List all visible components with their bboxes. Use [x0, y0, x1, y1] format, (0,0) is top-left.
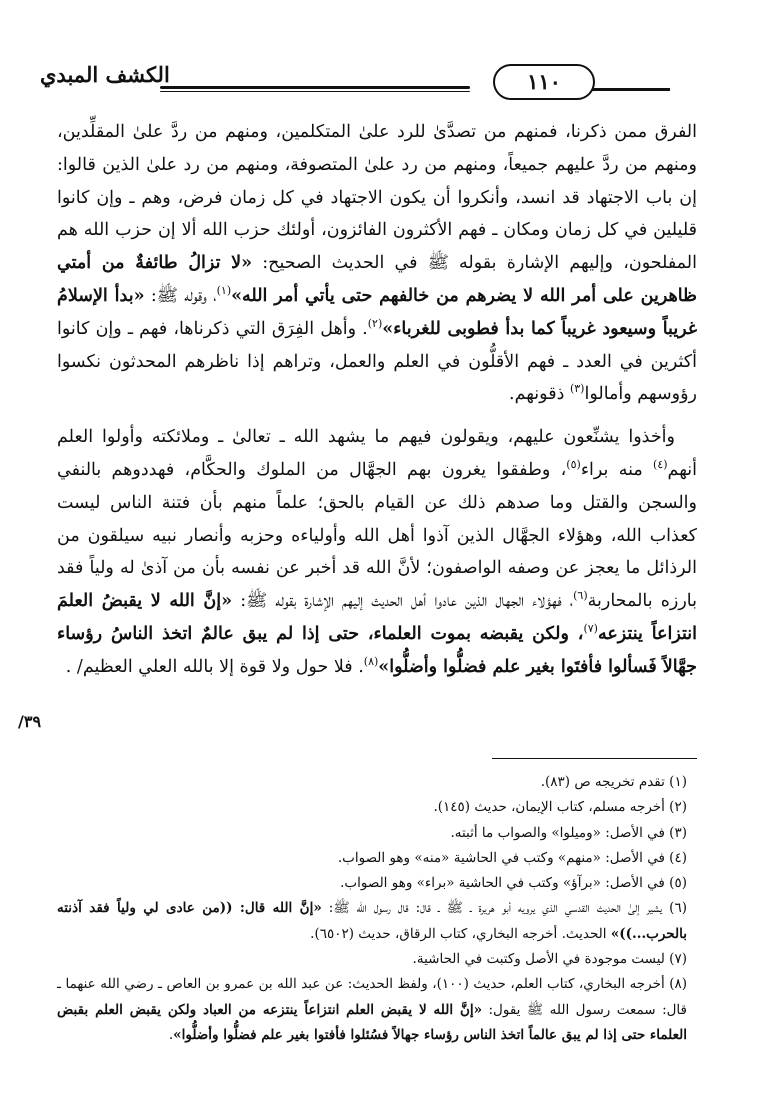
manuscript-folio-mark: ٣٩/ [18, 712, 42, 731]
hadith-quote: ، ولكن يقبضه بموت العلماء، حتى إذا لم يبق عالمٌ اتخذ الناسُ رؤساء جهَّالاً فَسألوا فأفتَوا بغير علم فضلُّوا وأضلُّوا» [57, 623, 697, 677]
footnote-text: الحديث. أخرجه البخاري، كتاب الرقاق، حديث (٦٥٠٢). [310, 925, 611, 942]
footnote-text: (٨) أخرجه البخاري، كتاب العلم، حديث (١٠٠)، ولفظ الحديث: عن عبد الله بن عمرو بن العاص ـ رضي الله عنهما ـ قال: سمعت رسول الله ﷺ يقول: [57, 976, 688, 1018]
hadith-quote: «لا تزالُ طائفةٌ من أمتي ظاهرين على أمر الله لا يضرهم من خالفهم حتى يأتي أمر الله» [57, 253, 697, 306]
running-title: الكشف المبدي [40, 62, 170, 87]
page-number-rule [592, 88, 670, 91]
text-segment: . وأهل الفِرَق التي ذكرناها، فهم ـ وإن كانوا أكثرين في العدد ـ فهم الأقلُّون في العلم والعمل، وتراهم إذا ناظرهم المحدثون نكسوا رؤوسهم وأمالوا [57, 318, 697, 405]
footnote-4: (٤) في الأصل: «منهم» وكتب في الحاشية «منه» وهو الصواب. [337, 849, 687, 866]
header-rule-thin [160, 91, 470, 92]
footnote-hadith: «إنَّ الله لا يقبض العلم انتزاعاً ينتزعه من العباد ولكن يقبض العلم بقبض العلماء حتى إذا لم يبق عالماً اتخذ الناس رؤساء جهالاً فسُئلوا فأفتوا بغير علم فضلُّوا وأضلُّوا» [57, 1001, 687, 1043]
hadith-quote: «بدأ الإسلامُ غريباً وسيعود غريباً كما بدأ فطوبى للغرباء» [57, 285, 697, 339]
text-segment: وأخذوا يشنِّعون عليهم، ويقولون فيهم ما يشهد الله ـ تعالىٰ ـ وملائكته وأولوا العلم أنهم [57, 427, 697, 480]
paragraph-2 [57, 421, 697, 683]
page-header [40, 58, 710, 102]
footnote-3: (٣) في الأصل: «وميلوا» والصواب ما أثبته. [450, 824, 687, 841]
text-segment: الفرق ممن ذكرنا، فمنهم من تصدَّىٰ للرد علىٰ المتكلمين، ومنهم من ردَّ علىٰ المقلِّدين، ومنهم من ردَّ عليهم جميعاً، ومنهم من رد علىٰ المتصوفة، ومنهم من رد علىٰ الذين قالوا: إن باب الاجتهاد قد انسد، وأنكروا أن يكون الاجتهاد في كل زمان فرض، وهم ـ وإن كانوا قليلين في كل زمان ومكان ـ فهم الأكثرون الفائزون، أولئك حزب الله ألا إن حزب الله هم المفلحون، وإليهم الإشارة بقوله ﷺ في الحديث الصحيح: [57, 122, 697, 274]
footnote-ref[interactable]: (٨) [363, 654, 379, 668]
page-number: ١١٠ [493, 64, 595, 100]
footnote-2: (٢) أخرجه مسلم، كتاب الإيمان، حديث (١٤٥). [433, 799, 687, 816]
text-segment: ذقونهم. [509, 384, 570, 405]
footnote-ref[interactable]: (٣) [569, 382, 585, 396]
text-segment: منه براء [580, 459, 654, 480]
text-segment: ، وقوله ﷺ: [144, 285, 217, 306]
footnote-5: (٥) في الأصل: «برآؤ» وكتب في الحاشية «براء» وهو الصواب. [340, 875, 687, 892]
header-rule [160, 86, 470, 89]
text-segment: ، وطفقوا يغرون بهم الجهَّال من الملوك والحكَّام، فهددوهم بالنفي والسجن والقتل وما صدهم ذلك عن القيام بالحق؛ علماً منهم بأن فتنة الناس ليست كعذاب الله، وهؤلاء الجهَّال الذين آذوا أهل الله وأولياءه وحزبه وأنصار نبيه سيلقون من الرذائل ما يعجز عن وصفه الواصفون؛ لأنَّ الله قد أخبر عن نفسه بأن من آذىٰ له ولياً فقد بارزه بالمحاربة [57, 459, 697, 612]
footnote-8 [57, 972, 687, 1048]
hadith-quote: «إنَّ الله لا يقبضُ العلمَ انتزاعاً ينتزعه [57, 591, 698, 644]
footnote-ref[interactable]: (٢) [367, 316, 383, 330]
paragraph-1 [57, 116, 697, 411]
footnote-ref[interactable]: (٥) [566, 458, 581, 472]
footnote-ref[interactable]: (٤) [653, 458, 668, 472]
footnote-ref[interactable]: (٧) [583, 622, 598, 636]
footnote-hadith: «إنَّ الله قال: ((من عادى لي ولياً فقد آذنته بالحرب...))» [57, 900, 687, 942]
footnote-separator [492, 758, 697, 759]
footnotes [57, 770, 687, 1048]
footnote-text: (٦) يشير إلىٰ الحديث القدسي الذي يرويه أبو هريرة ـ ﷺ ـ قال: قال رسول الله ﷺ: [321, 900, 687, 917]
footnote-6 [57, 896, 687, 947]
text-segment: ، فهؤلاء الجهال الذين عادوا أهل الحديث إليهم الإشارة بقوله ﷺ: [232, 591, 574, 612]
footnote-text: . [168, 1026, 174, 1043]
footnote-7: (٧) ليست موجودة في الأصل وكتبت في الحاشية. [412, 951, 687, 968]
footnote-1: (١) تقدم تخريجه ص (٨٣). [540, 774, 687, 790]
footnote-ref[interactable]: (١) [216, 284, 232, 298]
main-text [57, 116, 697, 684]
footnote-ref[interactable]: (٦) [573, 589, 588, 603]
text-segment: . فلا حول ولا قوة إلا بالله العلي العظيم/ . [65, 656, 364, 677]
